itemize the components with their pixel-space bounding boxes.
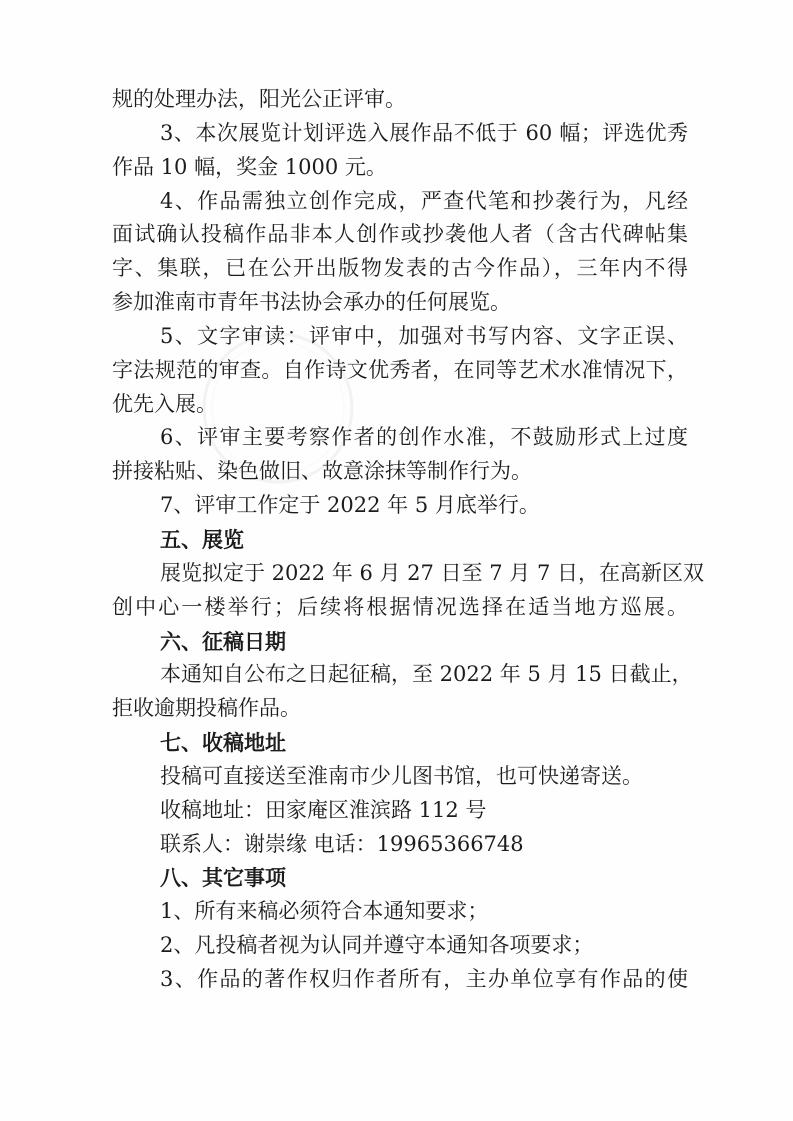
text-line: 拒收逾期投稿作品。: [112, 696, 301, 721]
section-heading: 七、收稿地址: [160, 730, 286, 756]
text-line: 4、作品需独立创作完成，严查代笔和抄袭行为，凡经: [160, 188, 688, 213]
text-line: 规的处理办法，阳光公正评审。: [112, 87, 406, 111]
section-heading: 六、征稿日期: [160, 628, 286, 654]
section-submission-address: [112, 726, 688, 861]
text-line: 6、评审主要考察作者的创作水准，不鼓励形式上过度: [160, 425, 688, 450]
section-exhibition: [112, 523, 704, 625]
item-6-paragraph: [112, 421, 688, 489]
item-3-paragraph: [112, 117, 688, 185]
text-line: 面试确认投稿作品非本人创作或抄袭他人者（含古代碑帖集: [112, 222, 688, 247]
delivery-paragraph: [112, 760, 688, 794]
text-line: 3、本次展览计划评选入展作品不低于 60 幅；评选优秀: [160, 120, 688, 145]
text-line: 字、集联，已在公开出版物发表的古今作品），三年内不得: [112, 256, 688, 281]
section-heading: 五、展览: [160, 526, 244, 552]
text-line: 创中心一楼举行；后续将根据情况选择在适当地方巡展。: [112, 594, 688, 619]
text-line: 优先入展。: [112, 391, 217, 416]
section-submission-dates: [112, 625, 693, 727]
item-7-paragraph: [112, 489, 688, 523]
text-line: 2、凡投稿者视为认同并遵守本通知各项要求；: [160, 933, 594, 958]
item-4-paragraph: [112, 185, 688, 320]
section-review-continued: [112, 83, 688, 523]
text-line: 参加淮南市青年书法协会承办的任何展览。: [112, 290, 511, 315]
text-line: 展览拟定于 2022 年 6 月 27 日至 7 月 7 日，在高新区双: [160, 560, 704, 585]
other-item-3-paragraph: [112, 963, 688, 997]
text-line: 拼接粘贴、染色做旧、故意涂抹等制作行为。: [112, 459, 532, 484]
text-line: 3、作品的著作权归作者所有，主办单位享有作品的使: [160, 966, 688, 991]
address-paragraph: [112, 794, 688, 828]
text-line: 投稿可直接送至淮南市少儿图书馆，也可快递寄送。: [160, 763, 643, 788]
text-line: 5、文字审读：评审中，加强对书写内容、文字正误、: [160, 323, 688, 348]
text-line: 作品 10 幅，奖金 1000 元。: [112, 154, 387, 179]
text-line: 本通知自公布之日起征稿，至 2022 年 5 月 15 日截止，: [160, 662, 693, 687]
contact-line: 联系人：谢崇缘 电话：19965366748: [160, 831, 524, 856]
exhibition-paragraph: [112, 557, 704, 625]
item-5-paragraph: [112, 320, 688, 422]
text-line: 字法规范的审查。自作诗文优秀者，在同等艺术水准情况下，: [112, 357, 688, 382]
contact-paragraph: [112, 828, 688, 862]
section-other-matters: [112, 861, 688, 996]
text-line: 7、评审工作定于 2022 年 5 月底举行。: [160, 493, 540, 518]
paragraph-continued: [112, 83, 688, 117]
other-item-2-paragraph: [112, 929, 688, 963]
section-heading: 八、其它事项: [160, 865, 286, 891]
address-line: 收稿地址：田家庵区淮滨路 112 号: [160, 797, 487, 822]
other-item-1-paragraph: [112, 895, 688, 929]
text-line: 1、所有来稿必须符合本通知要求；: [160, 899, 489, 924]
document-body: [112, 83, 704, 997]
submission-dates-paragraph: [112, 658, 693, 726]
